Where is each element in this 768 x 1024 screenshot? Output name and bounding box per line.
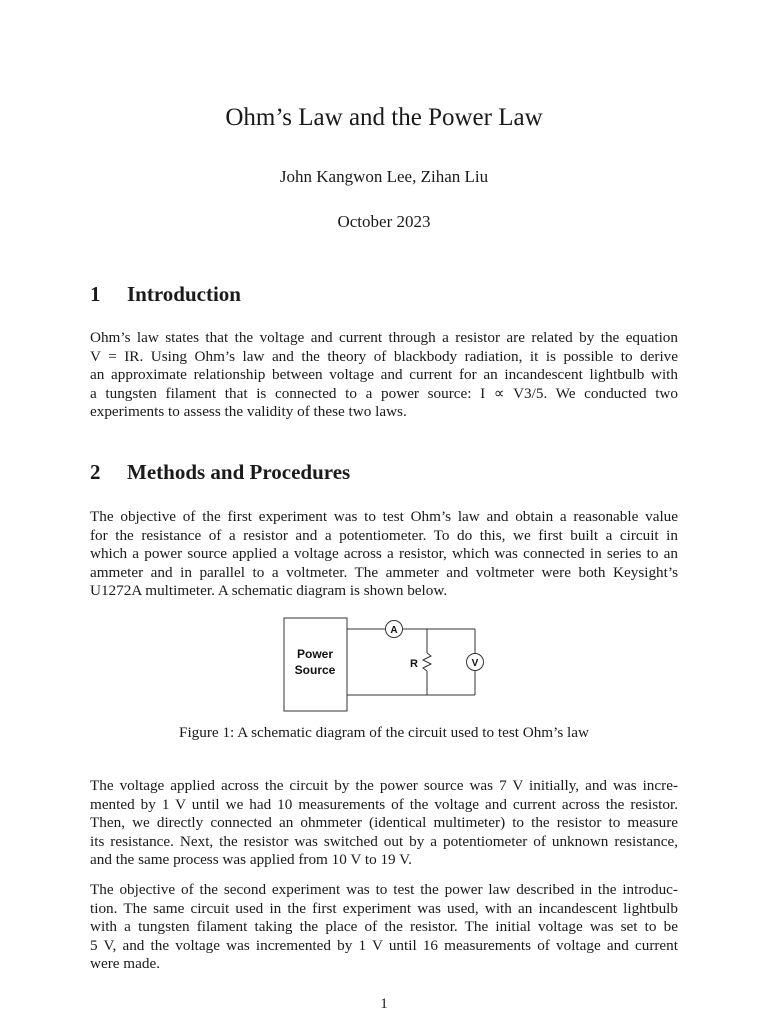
section-heading-methods [90,459,350,485]
paragraph-line: V = IR. Using Ohm’s law and the theory of blackbody radiation, it is possible to derive [90,347,678,365]
paragraph-line: tion. The same circuit used in the first experiment was used, with an incandescent lightbulb [90,899,678,917]
power-source-label: Source [294,663,336,677]
section-heading-introduction [90,281,241,307]
paragraph-line: mented by 1 V until we had 10 measurements of the voltage and current across the resistor. [90,795,678,813]
introduction-paragraph [90,329,678,422]
paragraph-line: an approximate relationship between voltage and current for an incandescent lightbulb with [90,366,678,384]
section-number: 2 [90,460,101,484]
section-number: 1 [90,282,101,306]
voltmeter-label: V [471,658,479,669]
methods-paragraph-1 [90,508,678,601]
power-source-label: Power [296,647,334,661]
page-number: 1 [380,996,388,1012]
resistor-label: R [410,658,418,670]
paragraph-line: 5 V, and the voltage was incremented by 1 V until 16 measurements of voltage and current [90,936,678,954]
section-title: Methods and Procedures [127,460,351,484]
paragraph-line: Ohm’s law states that the voltage and current through a resistor are related by the equation [90,329,678,346]
paragraph-line: U1272A multimeter. A schematic diagram is shown below. [90,582,448,600]
paper-title: Ohm’s Law and the Power Law [225,104,543,131]
figure-caption: Figure 1: A schematic diagram of the circuit used to test Ohm’s law [179,724,589,741]
paragraph-line: The voltage applied across the circuit by the power source was 7 V initially, and was incre- [90,777,678,794]
paragraph-line: Then, we directly connected an ohmmeter (identical multimeter) to the resistor to measure [90,814,678,832]
methods-paragraph-3 [90,881,678,974]
paper-authors: John Kangwon Lee, Zihan Liu [279,167,489,186]
paragraph-line: for the resistance of a resistor and a potentiometer. To do this, we first built a circuit in [90,526,678,544]
paragraph-line: which a power source applied a voltage across a resistor, which was connected in series to an [90,545,678,563]
paragraph-line: its resistance. Next, the resistor was switched out by a potentiometer of unknown resistance, [90,832,678,850]
paper-date: October 2023 [337,212,431,231]
paragraph-line: and the same process was applied from 10 V to 19 V. [90,851,412,869]
paragraph-line: The objective of the first experiment was to test Ohm’s law and obtain a reasonable value [90,508,678,525]
paragraph-line: a tungsten filament that is connected to a power source: I ∝ V3/5. We conducted two [90,384,678,402]
section-title: Introduction [127,282,241,306]
paragraph-line: experiments to assess the validity of these two laws. [90,403,407,421]
paragraph-line: with a tungsten filament taking the place of the resistor. The initial voltage was set to be [90,918,678,936]
paragraph-line: were made. [90,955,160,973]
methods-paragraph-2 [90,777,678,870]
resistor-symbol [423,653,431,671]
paragraph-line: The objective of the second experiment was to test the power law described in the introduc- [90,881,678,898]
paragraph-line: ammeter and in parallel to a voltmeter. The ammeter and voltmeter were both Keysight’s [90,563,678,581]
ammeter-label: A [390,625,398,636]
circuit-schematic-figure [283,617,487,713]
